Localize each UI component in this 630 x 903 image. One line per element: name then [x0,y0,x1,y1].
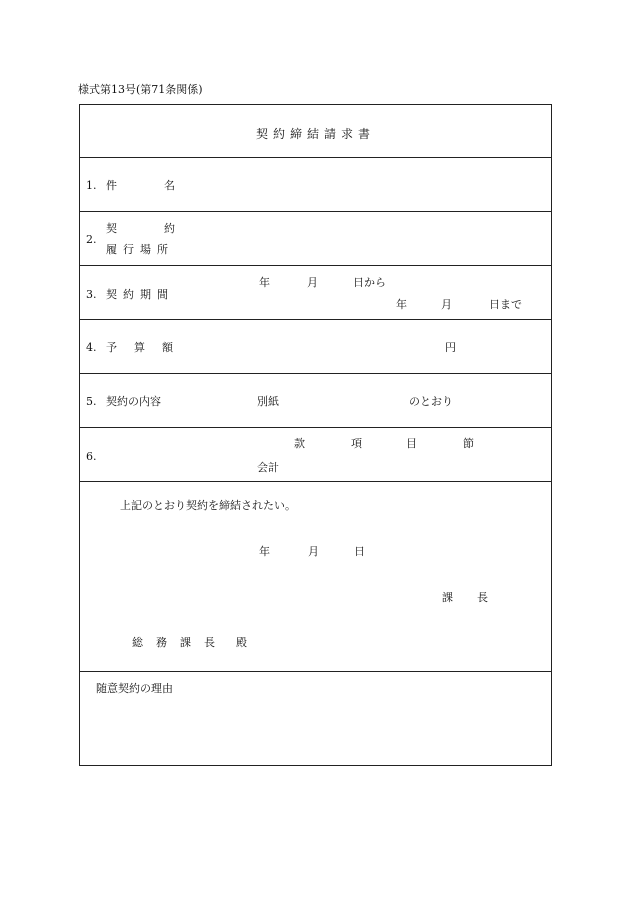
divider-title [79,157,552,158]
contract-end-month-unit: 月 [441,298,452,311]
divider-row-6 [79,481,552,482]
row-6-number: 6. [86,450,97,463]
row-1-number: 1. [86,179,97,192]
contract-end-year-unit: 年 [396,298,407,311]
contract-start-day-unit: 日から [353,276,386,289]
budget-kou-label: 項 [351,437,362,450]
request-year-unit: 年 [259,545,270,558]
budget-moku-label: 目 [406,437,417,450]
addressee-general-affairs-manager: 総務課長 [132,636,228,649]
request-statement: 上記のとおり契約を締結されたい。 [120,499,296,512]
budget-setsu-label: 節 [463,437,474,450]
row-5-as-stated-text: のとおり [409,395,453,408]
budget-account-label: 会計 [257,461,279,474]
request-day-unit: 日 [354,545,365,558]
budget-yen-unit: 円 [445,341,456,354]
row-5-number: 5. [86,395,97,408]
row-2-label-place: 履行場所 [106,243,174,256]
section-manager-label: 課長 [442,591,512,604]
divider-request [79,671,552,672]
divider-row-2 [79,265,552,266]
request-month-unit: 月 [308,545,319,558]
row-1-label-part-2: 名 [164,179,175,192]
form-number-label: 様式第13号(第71条関係) [78,83,203,96]
divider-row-4 [79,373,552,374]
document-title: 契約締結請求書 [255,127,375,141]
form-frame [79,104,552,766]
row-2-label-part-1: 契 [106,222,117,235]
row-3-number: 3. [86,288,97,301]
row-1-label-part-1: 件 [106,179,117,192]
row-2-label-part-2: 約 [164,222,175,235]
row-5-attachment-text: 別紙 [257,395,279,408]
discretionary-contract-reason-label: 随意契約の理由 [96,682,173,695]
divider-row-3 [79,319,552,320]
divider-row-1 [79,211,552,212]
row-3-label: 契約期間 [106,288,174,301]
row-2-number: 2. [86,233,97,246]
contract-start-month-unit: 月 [307,276,318,289]
row-5-label: 契約の内容 [106,395,161,408]
contract-start-year-unit: 年 [259,276,270,289]
contract-end-day-unit: 日まで [489,298,522,311]
addressee-honorific: 殿 [236,636,247,649]
row-4-label: 予算額 [106,341,190,354]
row-4-number: 4. [86,341,97,354]
budget-kan-label: 款 [294,437,305,450]
divider-row-5 [79,427,552,428]
